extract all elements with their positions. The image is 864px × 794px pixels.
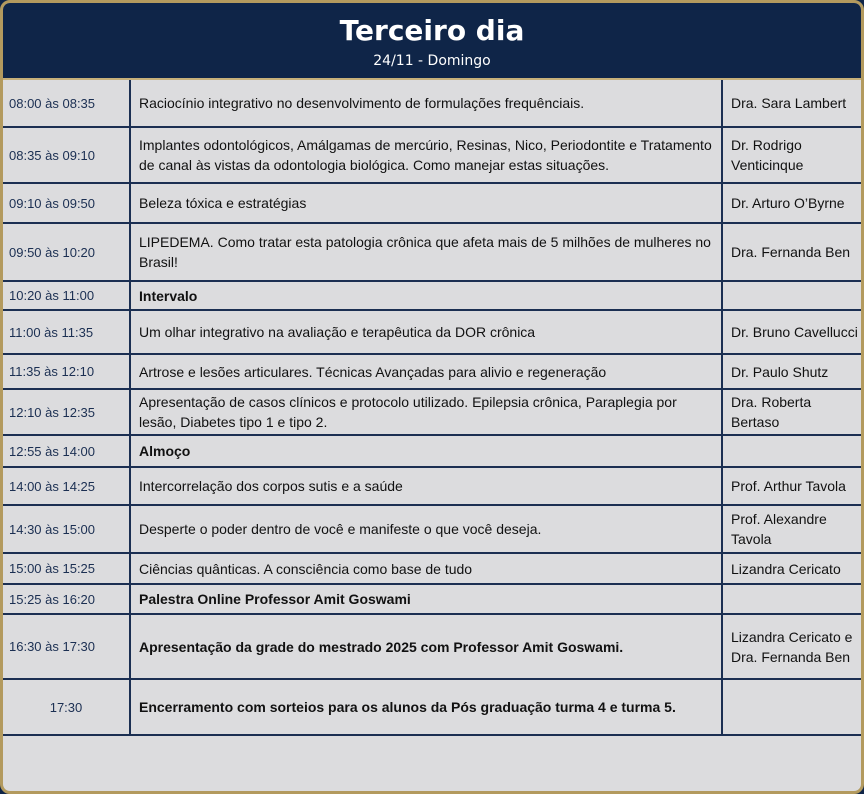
row-time: 17:30 [3, 679, 130, 735]
row-speaker: Dr. Paulo Shutz [722, 354, 863, 389]
row-time: 09:50 às 10:20 [3, 223, 130, 281]
schedule-row [3, 435, 863, 467]
row-topic: Implantes odontológicos, Amálgamas de mercúrio, Resinas, Nico, Periodontite e Tratamento de canal às vistas da odontologia biológica. Como manejar estas situações. [130, 127, 722, 183]
schedule-row [3, 467, 863, 505]
row-topic: Encerramento com sorteios para os alunos da Pós graduação turma 4 e turma 5. [130, 679, 722, 735]
row-topic: Apresentação de casos clínicos e protocolo utilizado. Epilepsia crônica, Paraplegia por lesão, Diabetes tipo 1 e tipo 2. [130, 389, 722, 435]
row-topic: Intervalo [130, 281, 722, 310]
row-time: 12:55 às 14:00 [3, 435, 130, 467]
row-time: 12:10 às 12:35 [3, 389, 130, 435]
schedule-row [3, 281, 863, 310]
row-topic: Palestra Online Professor Amit Goswami [130, 584, 722, 614]
row-topic: Beleza tóxica e estratégias [130, 183, 722, 223]
row-topic: Um olhar integrativo na avaliação e terapêutica da DOR crônica [130, 310, 722, 354]
row-time: 15:00 às 15:25 [3, 553, 130, 584]
row-time: 14:00 às 14:25 [3, 467, 130, 505]
row-time: 14:30 às 15:00 [3, 505, 130, 553]
row-topic: Intercorrelação dos corpos sutis e a saúde [130, 467, 722, 505]
day-title: Terceiro dia [339, 14, 525, 47]
row-speaker: Dra. Sara Lambert [722, 80, 863, 127]
schedule-row [3, 310, 863, 354]
row-topic: Desperte o poder dentro de você e manifeste o que você deseja. [130, 505, 722, 553]
row-time: 08:00 às 08:35 [3, 80, 130, 127]
row-time: 10:20 às 11:00 [3, 281, 130, 310]
day-header [3, 3, 861, 80]
row-speaker: Prof. Alexandre Tavola [722, 505, 863, 553]
day-date: 24/11 - Domingo [373, 53, 491, 69]
row-speaker [722, 281, 863, 310]
row-speaker: Dra. Fernanda Ben [722, 223, 863, 281]
schedule-row [3, 389, 863, 435]
row-speaker: Lizandra Cericato [722, 553, 863, 584]
row-speaker: Lizandra Cericato e Dra. Fernanda Ben [722, 614, 863, 679]
schedule-row [3, 505, 863, 553]
row-topic: Ciências quânticas. A consciência como base de tudo [130, 553, 722, 584]
row-speaker: Prof. Arthur Tavola [722, 467, 863, 505]
row-time: 09:10 às 09:50 [3, 183, 130, 223]
row-speaker: Dra. Roberta Bertaso [722, 389, 863, 435]
row-speaker [722, 435, 863, 467]
row-speaker [722, 679, 863, 735]
row-time: 11:35 às 12:10 [3, 354, 130, 389]
schedule-row [3, 80, 863, 127]
schedule-row [3, 223, 863, 281]
row-time: 11:00 às 11:35 [3, 310, 130, 354]
schedule-row [3, 614, 863, 679]
row-time: 15:25 às 16:20 [3, 584, 130, 614]
row-speaker: Dr. Arturo O’Byrne [722, 183, 863, 223]
row-topic: Raciocínio integrativo no desenvolvimento de formulações frequênciais. [130, 80, 722, 127]
row-speaker: Dr. Bruno Cavellucci [722, 310, 863, 354]
schedule-row [3, 183, 863, 223]
row-topic: Artrose e lesões articulares. Técnicas Avançadas para alivio e regeneração [130, 354, 722, 389]
schedule-row [3, 553, 863, 584]
row-topic: Almoço [130, 435, 722, 467]
row-speaker: Dr. Rodrigo Venticinque [722, 127, 863, 183]
schedule-row [3, 679, 863, 735]
row-time: 16:30 às 17:30 [3, 614, 130, 679]
row-time: 08:35 às 09:10 [3, 127, 130, 183]
schedule-table [3, 80, 863, 736]
row-topic: LIPEDEMA. Como tratar esta patologia crônica que afeta mais de 5 milhões de mulheres no Brasil! [130, 223, 722, 281]
row-speaker [722, 584, 863, 614]
schedule-row [3, 127, 863, 183]
schedule-row [3, 584, 863, 614]
row-topic: Apresentação da grade do mestrado 2025 com Professor Amit Goswami. [130, 614, 722, 679]
schedule-row [3, 354, 863, 389]
